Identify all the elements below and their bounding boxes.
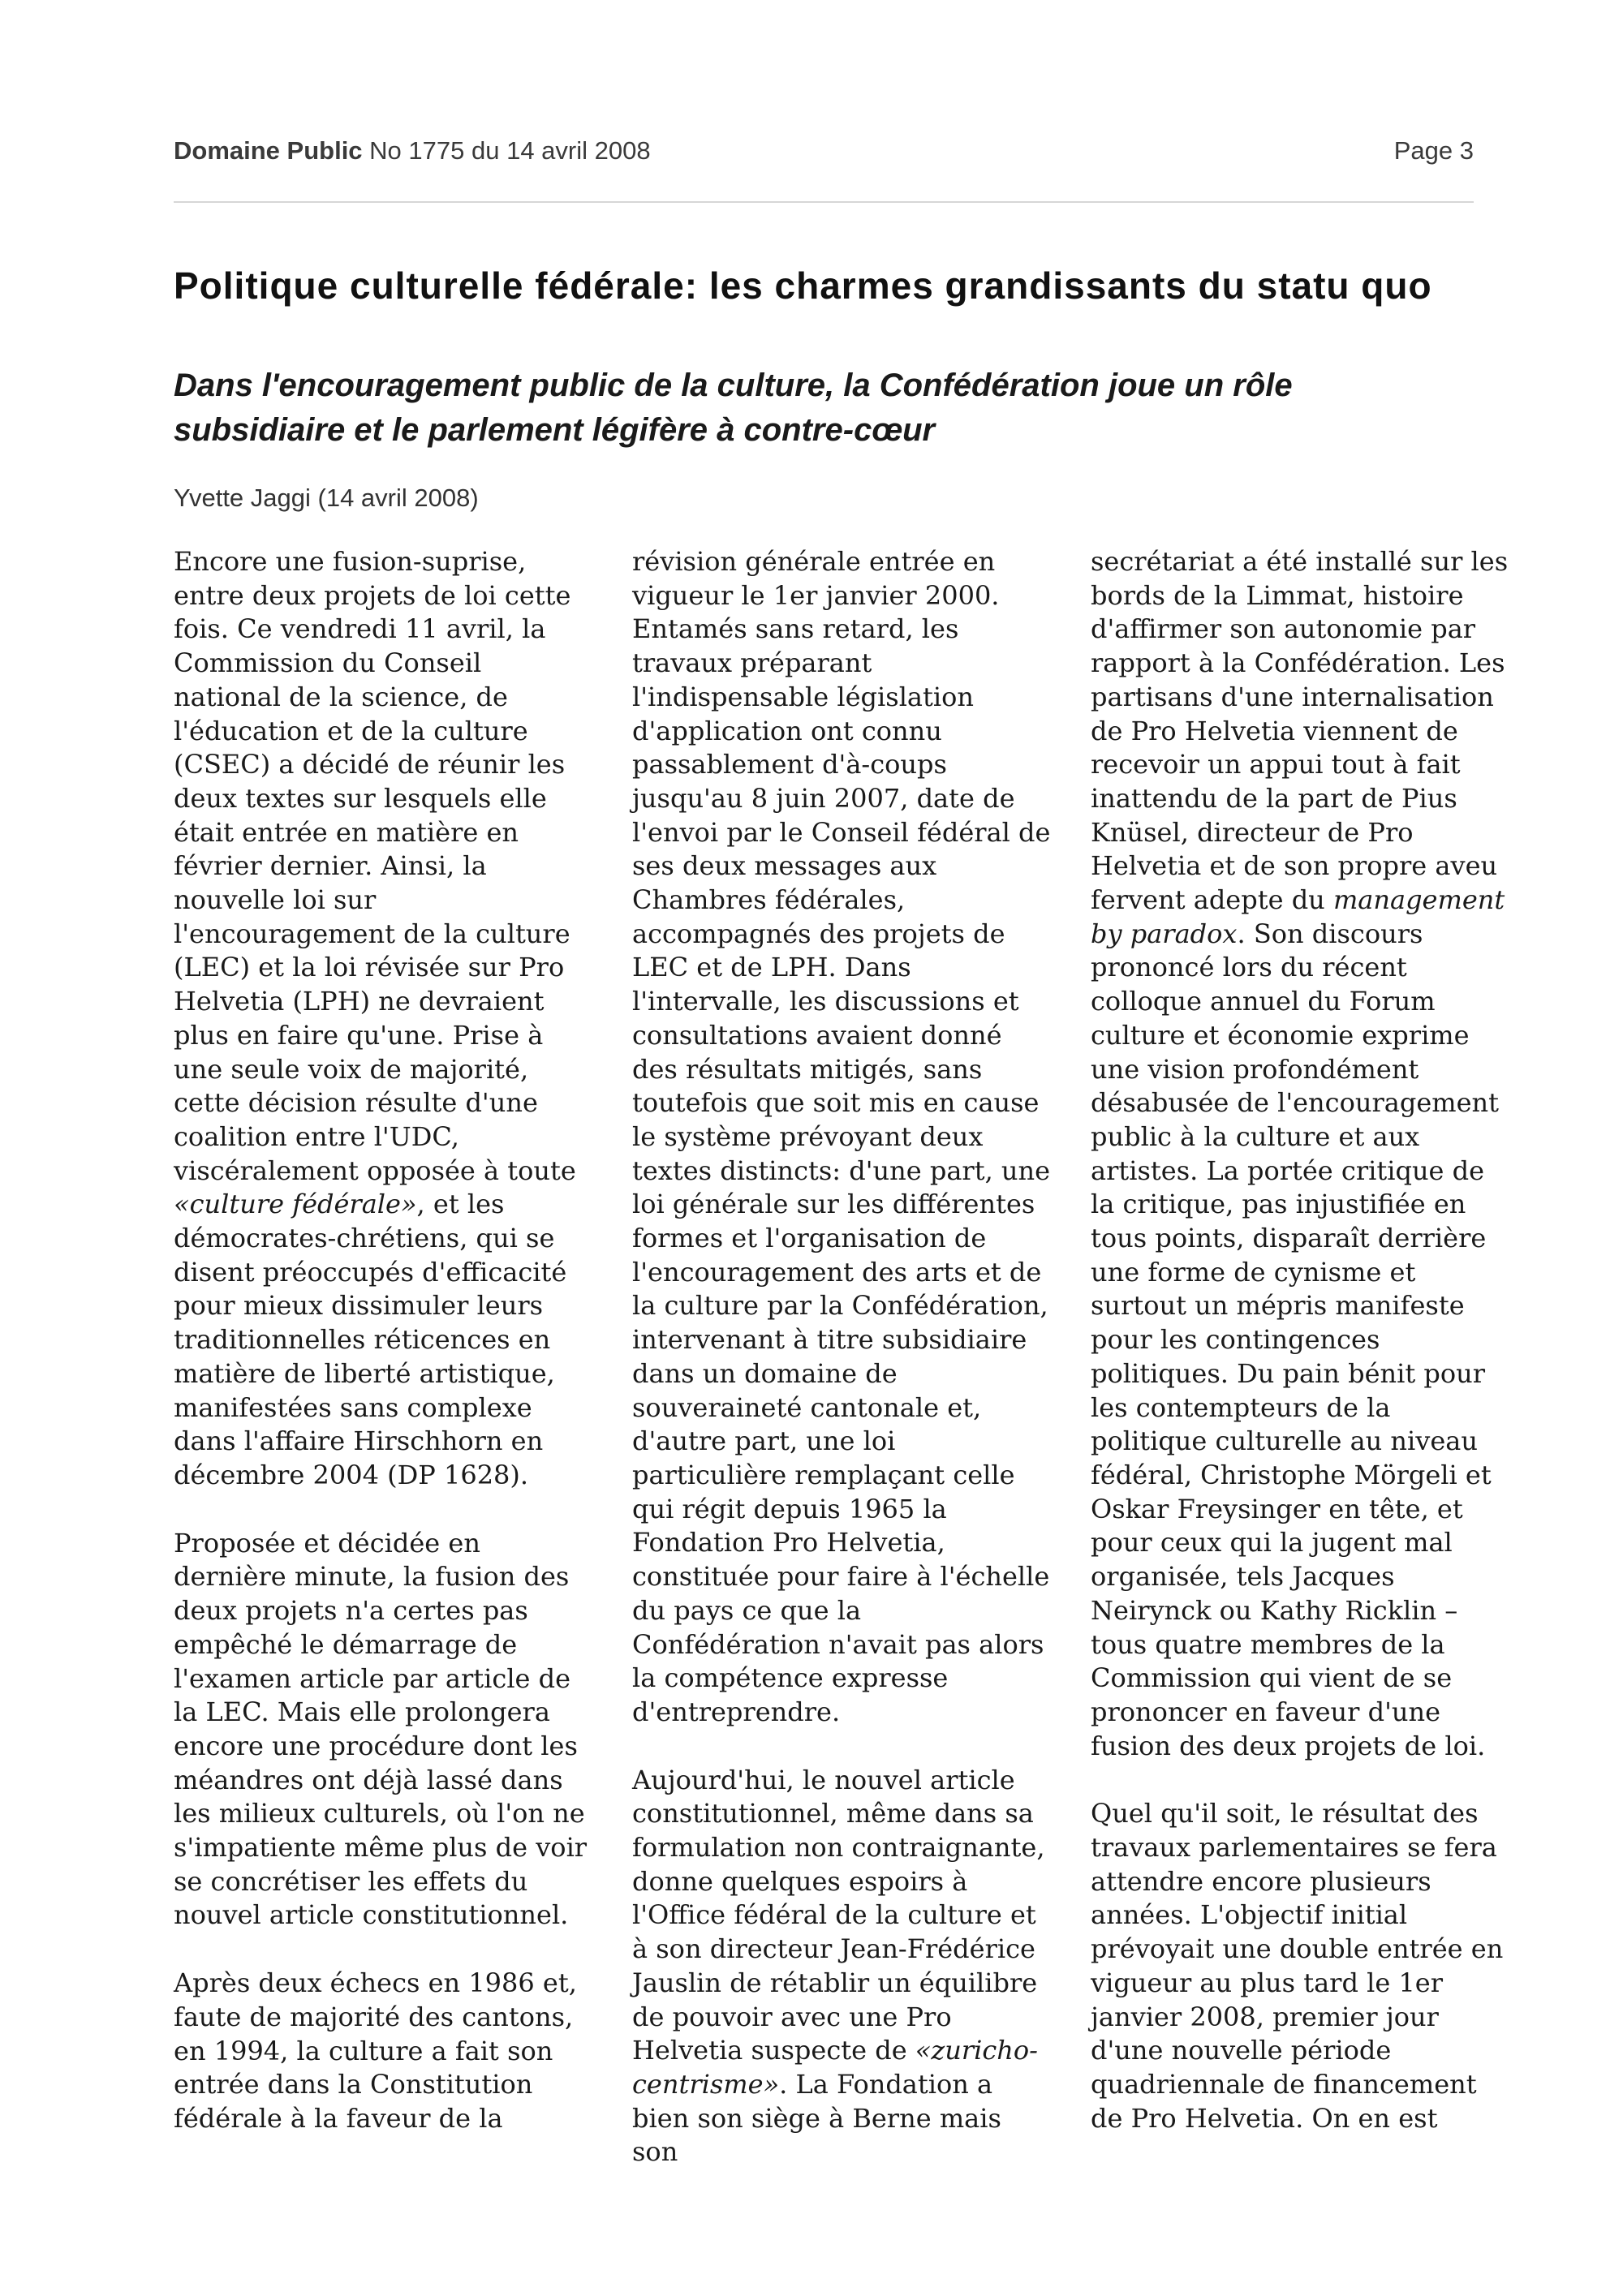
quoted-term: management by paradox <box>1091 884 1505 949</box>
issue-info: No 1775 du 14 avril 2008 <box>369 136 651 165</box>
text-column-2 <box>632 545 1054 2168</box>
publication-name: Domaine Public <box>174 136 363 165</box>
quoted-term: «zuricho-centrisme» <box>632 2035 1038 2100</box>
paragraph: révision générale entrée en vigueur le 1er janvier 2000. Entamés sans retard, les travaux préparant l'indispensable législation d'application ont connu passablement d'à-coups jusqu'au 8 juin 2007, date de l'envoi par le Conseil fédéral de ses deux messages aux Chambres fédérales, accompagnés des projets de LEC et de LPH. Dans l'intervalle, les discussions et consultations avaient donné des résultats mitigés, sans toutefois que soit mis en cause le système prévoyant deux textes distincts: d'une part, une loi générale sur les différentes formes et l'organisation de l'encouragement des arts et de la culture par la Confédération, intervenant à titre subsidiaire dans un domaine de souveraineté cantonale et, d'autre part, une loi particulière remplaçant celle qui régit depuis 1965 la Fondation Pro Helvetia, constituée pour faire à l'échelle du pays ce que la Confédération n'avait pas alors la compétence expresse d'entreprendre. <box>632 546 1051 1727</box>
article-title: Politique culturelle fédérale: les charmes grandissants du statu quo <box>174 264 1432 307</box>
article-byline: Yvette Jaggi (14 avril 2008) <box>174 484 479 512</box>
page-header <box>174 130 1474 203</box>
text-run: secrétariat a été installé sur les bords de la Limmat, histoire d'affirmer son autonomie par rapport à la Confédération. Les partisans d'une internalisation de Pro Helvetia viennent de recevoir un appui tout à fait inattendu de la part de Pius Knüsel, directeur de Pro Helvetia et de son propre aveu fervent adepte du <box>1091 546 1509 916</box>
text-run: Aujourd'hui, le nouvel article constitutionnel, même dans sa formulation non contraignante, donne quelques espoirs à l'Office fédéral de la culture et à son directeur Jean-Frédérice Jauslin de rétablir un équilibre de pouvoir avec une Pro Helvetia suspecte de <box>632 1764 1045 2066</box>
text-run: . La Fondation a bien son siège à Berne mais son <box>632 2068 1001 2168</box>
page-number: Page 3 <box>1393 136 1474 165</box>
paragraph: Après deux échecs en 1986 et, faute de majorité des cantons, en 1994, la culture a fait son entrée dans la Constitution fédérale à la faveur de la <box>174 1967 577 2134</box>
article-body <box>174 545 1509 2168</box>
paragraph: Proposée et décidée en dernière minute, la fusion des deux projets n'a certes pas empêché le démarrage de l'examen article par article de la LEC. Mais elle prolongera encore une procédure dont les méandres ont déjà lassé dans les milieux culturels, où l'on ne s'impatiente même plus de voir se concrétiser les effets du nouvel article constitutionnel. <box>174 1527 588 1931</box>
text-column-1 <box>174 545 596 2168</box>
paragraph <box>1091 545 1513 1763</box>
text-run: . Son discours prononcé lors du récent colloque annuel du Forum culture et économie exprime une vision profondément désabusée de l'encouragement public à la culture et aux artistes. La portée critique de la critique, pas injustifiée en tous points, disparaît derrière une forme de cynisme et surtout un mépris manifeste pour les contingences politiques. Du pain bénit pour les contempteurs de la politique culturelle au niveau fédéral, Christophe Mörgeli et Oskar Freysinger en tête, et pour ceux qui la jugent mal organisée, tels Jacques Neirynck ou Kathy Ricklin – tous quatre membres de la Commission qui vient de se prononcer en faveur d'une fusion des deux projets de loi. <box>1091 918 1499 1761</box>
paragraph <box>632 1764 1054 2169</box>
text-run: Encore une fusion-suprise, entre deux projets de loi cette fois. Ce vendredi 11 avril, la Commission du Conseil national de la science, de l'éducation et de la culture (CSEC) a décidé de réunir les deux textes sur lesquels elle était entrée en matière en février dernier. Ainsi, la nouvelle loi sur l'encouragement de la culture (LEC) et la loi révisée sur Pro Helvetia (LPH) ne devraient plus en faire qu'une. Prise à une seule voix de majorité, cette décision résulte d'une coalition entre l'UDC, viscéralement opposée à toute <box>174 546 576 1186</box>
paragraph: Quel qu'il soit, le résultat des travaux parlementaires se fera attendre encore plusieurs années. L'objectif initial prévoyait une double entrée en vigueur au plus tard le 1er janvier 2008, premier jour d'une nouvelle période quadriennale de financement de Pro Helvetia. On en est <box>1091 1798 1504 2134</box>
text-run: , et les démocrates-chrétiens, qui se disent préoccupés d'efficacité pour mieux dissimuler leurs traditionnelles réticences en matière de liberté artistique, manifestées sans complexe dans l'affaire Hirschhorn en décembre 2004 (DP 1628). <box>174 1189 567 1490</box>
publication-info <box>174 136 651 166</box>
article-subtitle: Dans l'encouragement public de la culture, la Confédération joue un rôle subsidiaire et le parlement légifère à contre-cœur <box>174 368 1293 448</box>
paragraph <box>174 545 596 1493</box>
quoted-term: «culture fédérale» <box>174 1189 417 1220</box>
text-column-3 <box>1091 545 1513 2168</box>
